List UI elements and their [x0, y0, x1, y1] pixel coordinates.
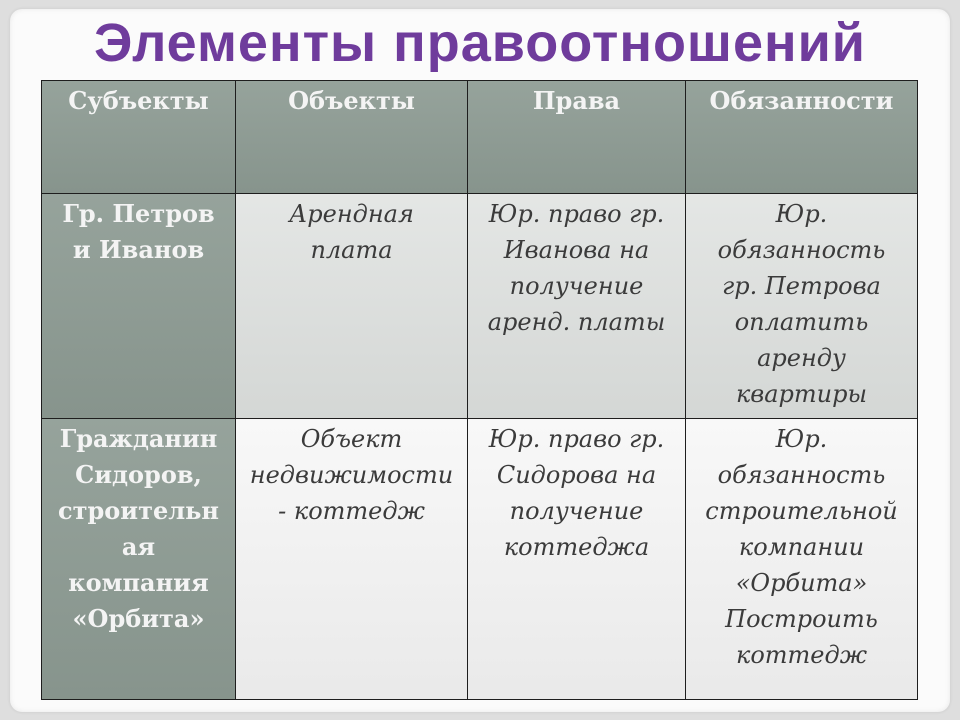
duty-cell: Юр. обязанность гр. Петрова оплатить аренду квартиры	[686, 194, 917, 418]
object-cell: Объект недвижимости - коттедж	[236, 419, 467, 699]
header-duties: Обязанности	[686, 81, 917, 193]
header-rights: Права	[468, 81, 685, 193]
right-cell: Юр. право гр. Сидорова на получение коттеджа	[468, 419, 685, 699]
legal-relations-table	[41, 80, 918, 700]
subject-cell: Гражданин Сидоров, строительн ая компания «Орбита»	[42, 419, 235, 699]
slide-title: Элементы правоотношений	[94, 13, 866, 73]
header-objects: Объекты	[236, 81, 467, 193]
right-cell: Юр. право гр. Иванова на получение аренд. платы	[468, 194, 685, 418]
duty-cell: Юр. обязанность строительной компании «Орбита» Построить коттедж	[686, 419, 917, 699]
object-cell: Арендная плата	[236, 194, 467, 418]
header-subjects: Субъекты	[42, 81, 235, 193]
subject-cell: Гр. Петров и Иванов	[42, 194, 235, 418]
